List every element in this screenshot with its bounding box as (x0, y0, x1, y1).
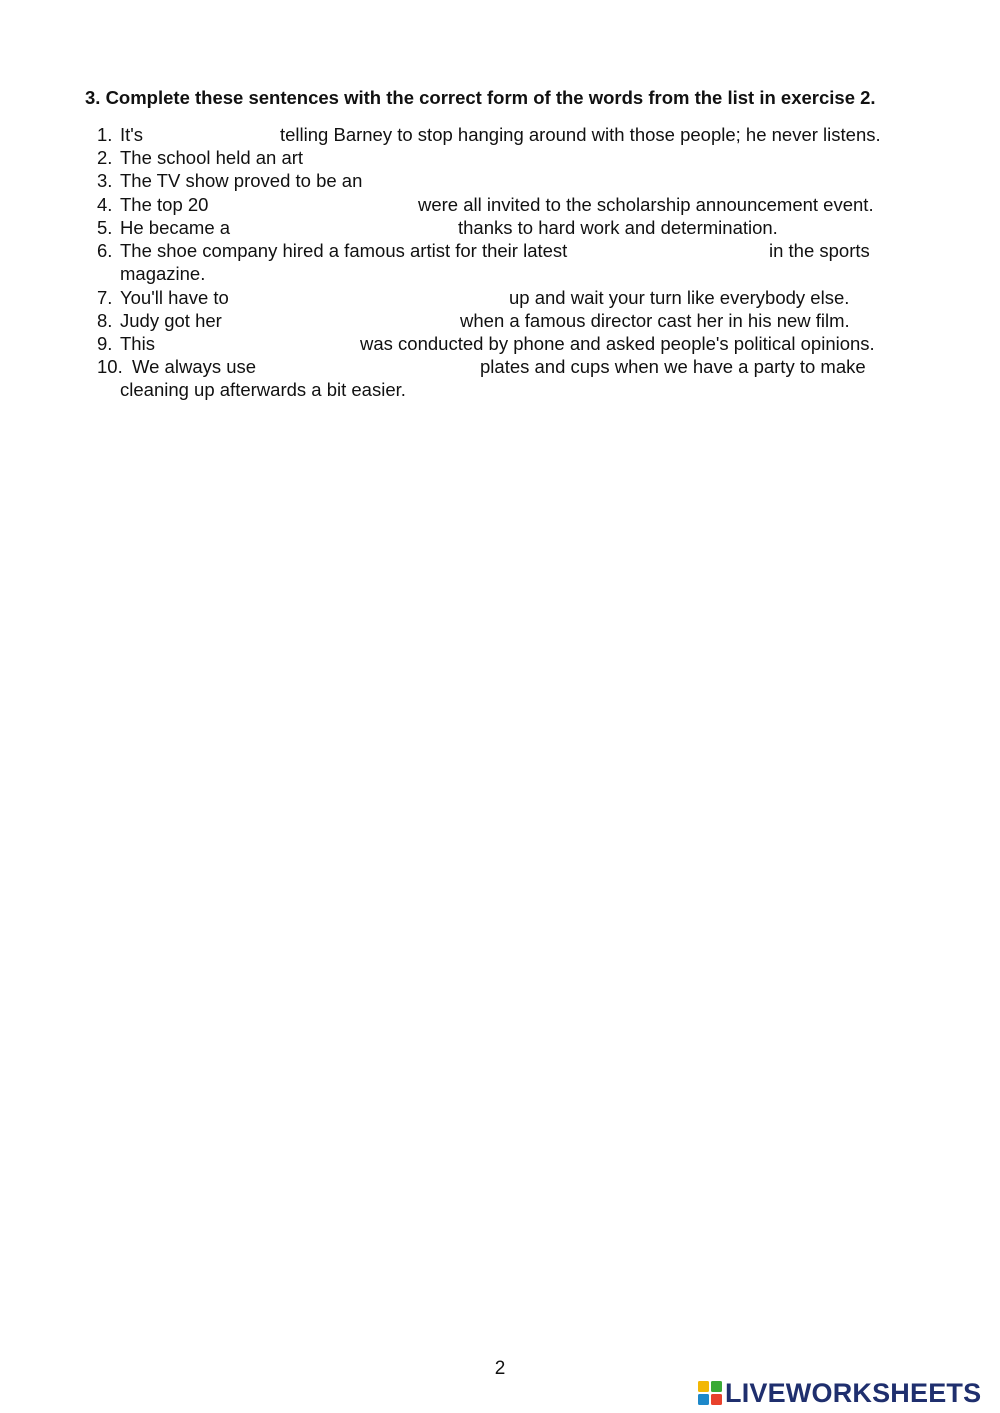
item-number: 2. (97, 147, 113, 168)
answer-input-3[interactable] (390, 171, 550, 191)
item-number: 5. (97, 217, 113, 238)
item-number: 1. (97, 124, 113, 145)
item-number: 10. (97, 356, 123, 377)
item-text-before: You'll have to (120, 287, 229, 308)
item-text-after: when a famous director cast her in his new film. (460, 310, 850, 331)
item-number: 9. (97, 333, 113, 354)
item-number: 7. (97, 287, 113, 308)
item-text-after: plates and cups when we have a party to make (480, 356, 866, 377)
exercise-heading: 3. Complete these sentences with the correct form of the words from the list in exercise 2. (85, 87, 876, 108)
answer-input-8[interactable] (238, 311, 454, 331)
item-text-before: The top 20 (120, 194, 209, 215)
item-number: 8. (97, 310, 113, 331)
answer-input-5[interactable] (246, 218, 452, 238)
item-text-before: The TV show proved to be an (120, 170, 363, 191)
item-text-after: were all invited to the scholarship announcement event. (418, 194, 874, 215)
answer-input-6[interactable] (614, 241, 762, 261)
item-text-continuation: magazine. (120, 263, 206, 284)
item-number: 4. (97, 194, 113, 215)
item-text-after: in the sports (769, 240, 870, 261)
item-text-before: He became a (120, 217, 231, 238)
page-number: 2 (494, 1358, 506, 1379)
item-text-before: It's (120, 124, 144, 145)
item-number: 6. (97, 240, 113, 261)
item-text-before: This (120, 333, 155, 354)
item-number: 3. (97, 170, 113, 191)
answer-input-9[interactable] (164, 334, 354, 354)
item-text-before: Judy got her (120, 310, 222, 331)
item-text-after: thanks to hard work and determination. (458, 217, 778, 238)
answer-input-10[interactable] (274, 357, 474, 377)
answer-input-2[interactable] (326, 148, 486, 168)
item-text-before: We always use (132, 356, 257, 377)
liveworksheets-logo-icon (698, 1381, 722, 1405)
answer-input-7[interactable] (247, 288, 503, 308)
item-text-after: up and wait your turn like everybody else. (509, 287, 850, 308)
answer-input-1[interactable] (152, 125, 274, 145)
item-text-before: The school held an art (120, 147, 304, 168)
answer-input-4[interactable] (222, 195, 412, 215)
logo-text: LIVEWORKSHEETS (725, 1377, 982, 1408)
liveworksheets-logo (698, 1377, 981, 1409)
item-text-before: The shoe company hired a famous artist for their latest (120, 240, 568, 261)
item-text-continuation: cleaning up afterwards a bit easier. (120, 379, 406, 400)
item-text-after: telling Barney to stop hanging around with those people; he never listens. (280, 124, 881, 145)
item-text-after: was conducted by phone and asked people's political opinions. (360, 333, 875, 354)
